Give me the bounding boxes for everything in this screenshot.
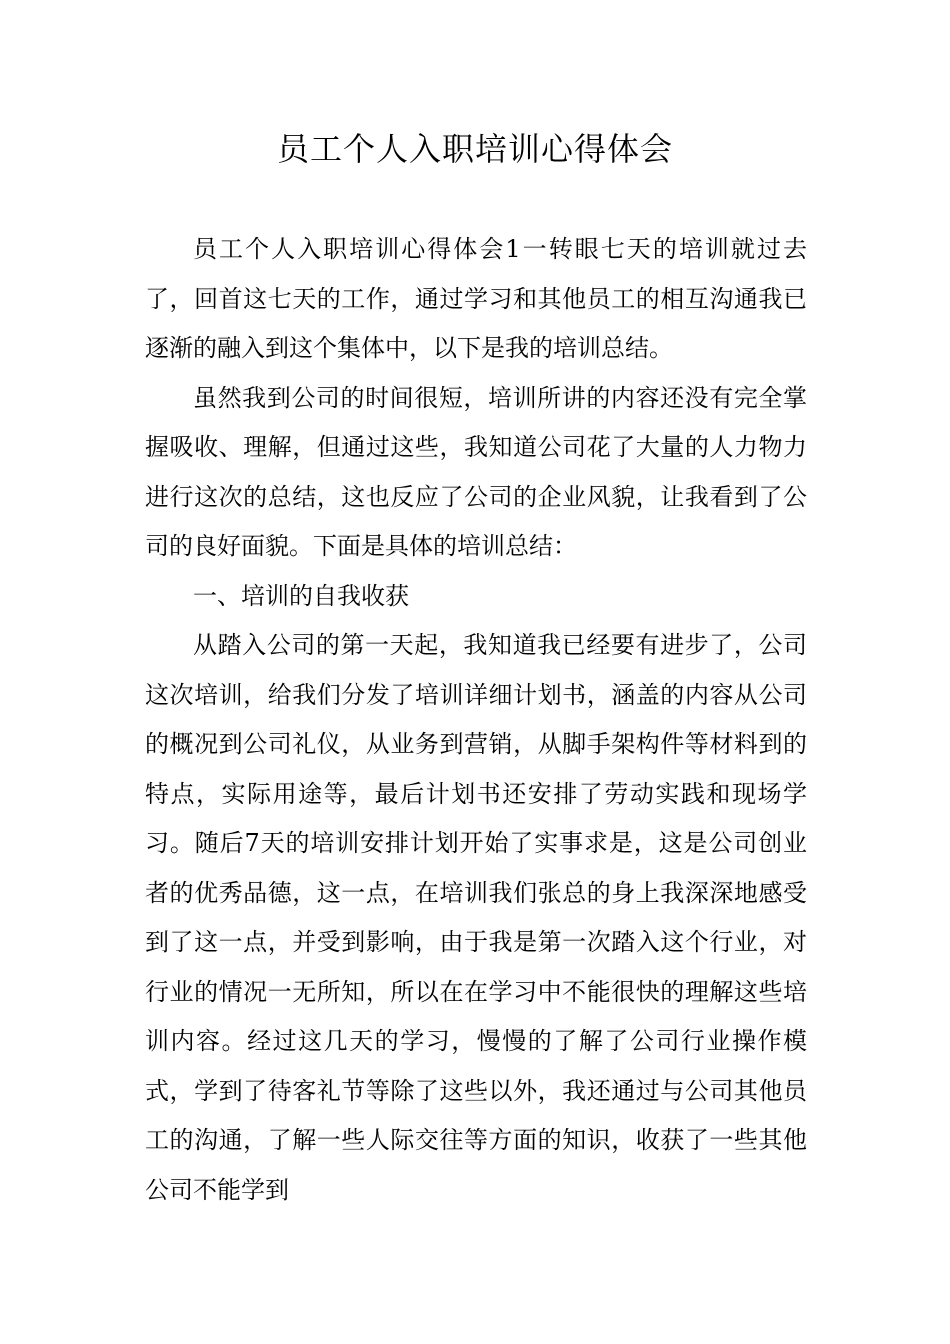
paragraph: 员工个人入职培训心得体会1一转眼七天的培训就过去了，回首这七天的工作，通过学习和其他员工的相互沟通我已逐渐的融入到这个集体中，以下是我的培训总结。 xyxy=(145,235,807,362)
document-title: 员工个人入职培训心得体会 xyxy=(276,130,673,168)
paragraph: 虽然我到公司的时间很短，培训所讲的内容还没有完全掌握吸收、理解，但通过这些，我知道公司花了大量的人力物力进行这次的总结，这也反应了公司的企业风貌，让我看到了公司的良好面貌。下面是具体的培训总结： xyxy=(145,383,807,560)
section-heading: 一、培训的自我收获 xyxy=(193,581,409,610)
paragraph: 从踏入公司的第一天起，我知道我已经要有进步了，公司这次培训，给我们分发了培训详细计划书，涵盖的内容从公司的概况到公司礼仪，从业务到营销，从脚手架构件等材料到的特点，实际用途等，最后计划书还安排了劳动实践和现场学习。随后7天的培训安排计划开始了实事求是，这是公司创业者的优秀品德，这一点，在培训我们张总的身上我深深地感受到了这一点，并受到影响，由于我是第一次踏入这个行业，对行业的情况一无所知，所以在在学习中不能很快的理解这些培训内容。经过这几天的学习，慢慢的了解了公司行业操作模式，学到了待客礼节等除了这些以外，我还通过与公司其他员工的沟通，了解一些人际交往等方面的知识，收获了一些其他公司不能学到 xyxy=(145,631,807,1204)
document-body xyxy=(145,225,807,1215)
